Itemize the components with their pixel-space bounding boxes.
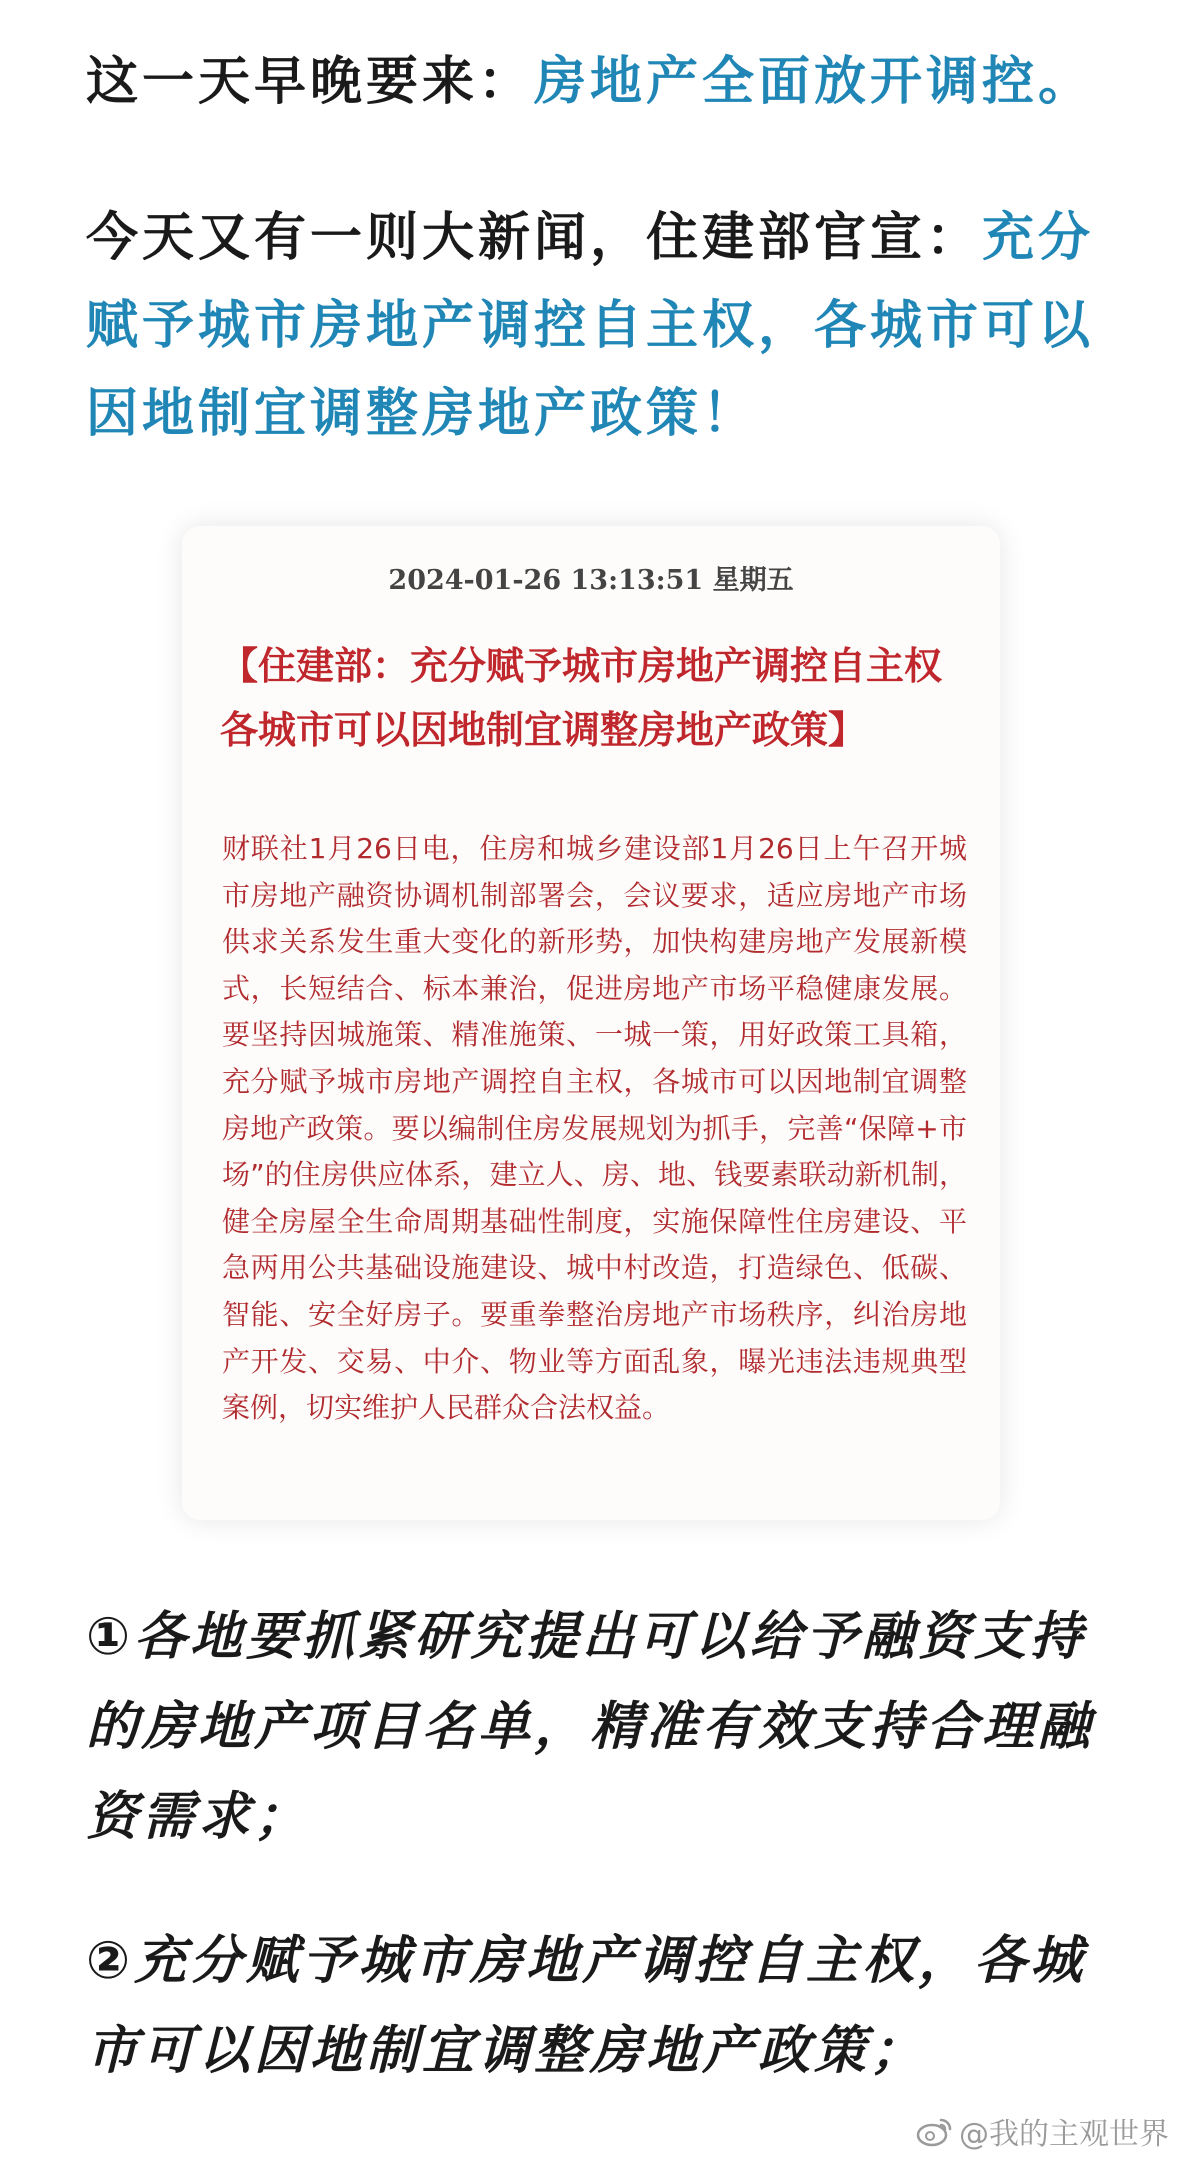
news-datetime: 2024-01-26 13:13:51 星期五 [388, 565, 794, 596]
intro-text: 这一天早晚要来： [86, 52, 535, 112]
news-highlight: 充分赋予城市房地产调控自主权，各城市可以因地制宜调整房地产政策！ [86, 208, 1095, 444]
intro-highlight: 房地产全面放开调控。 [534, 52, 1095, 112]
intro-paragraph [86, 38, 1096, 126]
watermark-text: @我的主观世界 [959, 2117, 1169, 2152]
point-2: ②充分赋予城市房地产调控自主权，各城市可以因地制宜调整房地产政策； [86, 1931, 1087, 2081]
news-text: 今天又有一则大新闻，住建部官宣： [86, 208, 983, 268]
news-headline: 【住建部：充分赋予城市房地产调控自主权 各城市可以因地制宜调整房地产政策】 [220, 643, 943, 752]
watermark [915, 2109, 1169, 2153]
news-body: 财联社1月26日电，住房和城乡建设部1月26日上午召开城市房地产融资协调机制部署会，会议要求，适应房地产市场供求关系发生重大变化的新形势，加快构建房地产发展新模式，长短结合、标本兼治，促进房地产市场平稳健康发展。要坚持因城施策、精准施策、一城一策，用好政策工具箱，充分赋予城市房地产调控自主权，各城市可以因地制宜调整房地产政策。要以编制住房发展规划为抓手，完善“保障+市场”的住房供应体系，建立人、房、地、钱要素联动新机制，健全房屋全生命周期基础性制度，实施保障性住房建设、平急两用公共基础设施建设、城中村改造，打造绿色、低碳、智能、安全好房子。要重拳整治房地产市场秩序，纠治房地产开发、交易、中介、物业等方面乱象，曝光违法违规典型案例，切实维护人民群众合法权益。 [222, 832, 967, 1425]
news-screenshot [182, 526, 1000, 1520]
point-1: ①各地要抓紧研究提出可以给予融资支持的房地产项目名单，精准有效支持合理融资需求； [86, 1607, 1095, 1847]
weibo-icon [915, 2114, 955, 2148]
news-paragraph [86, 194, 1096, 458]
